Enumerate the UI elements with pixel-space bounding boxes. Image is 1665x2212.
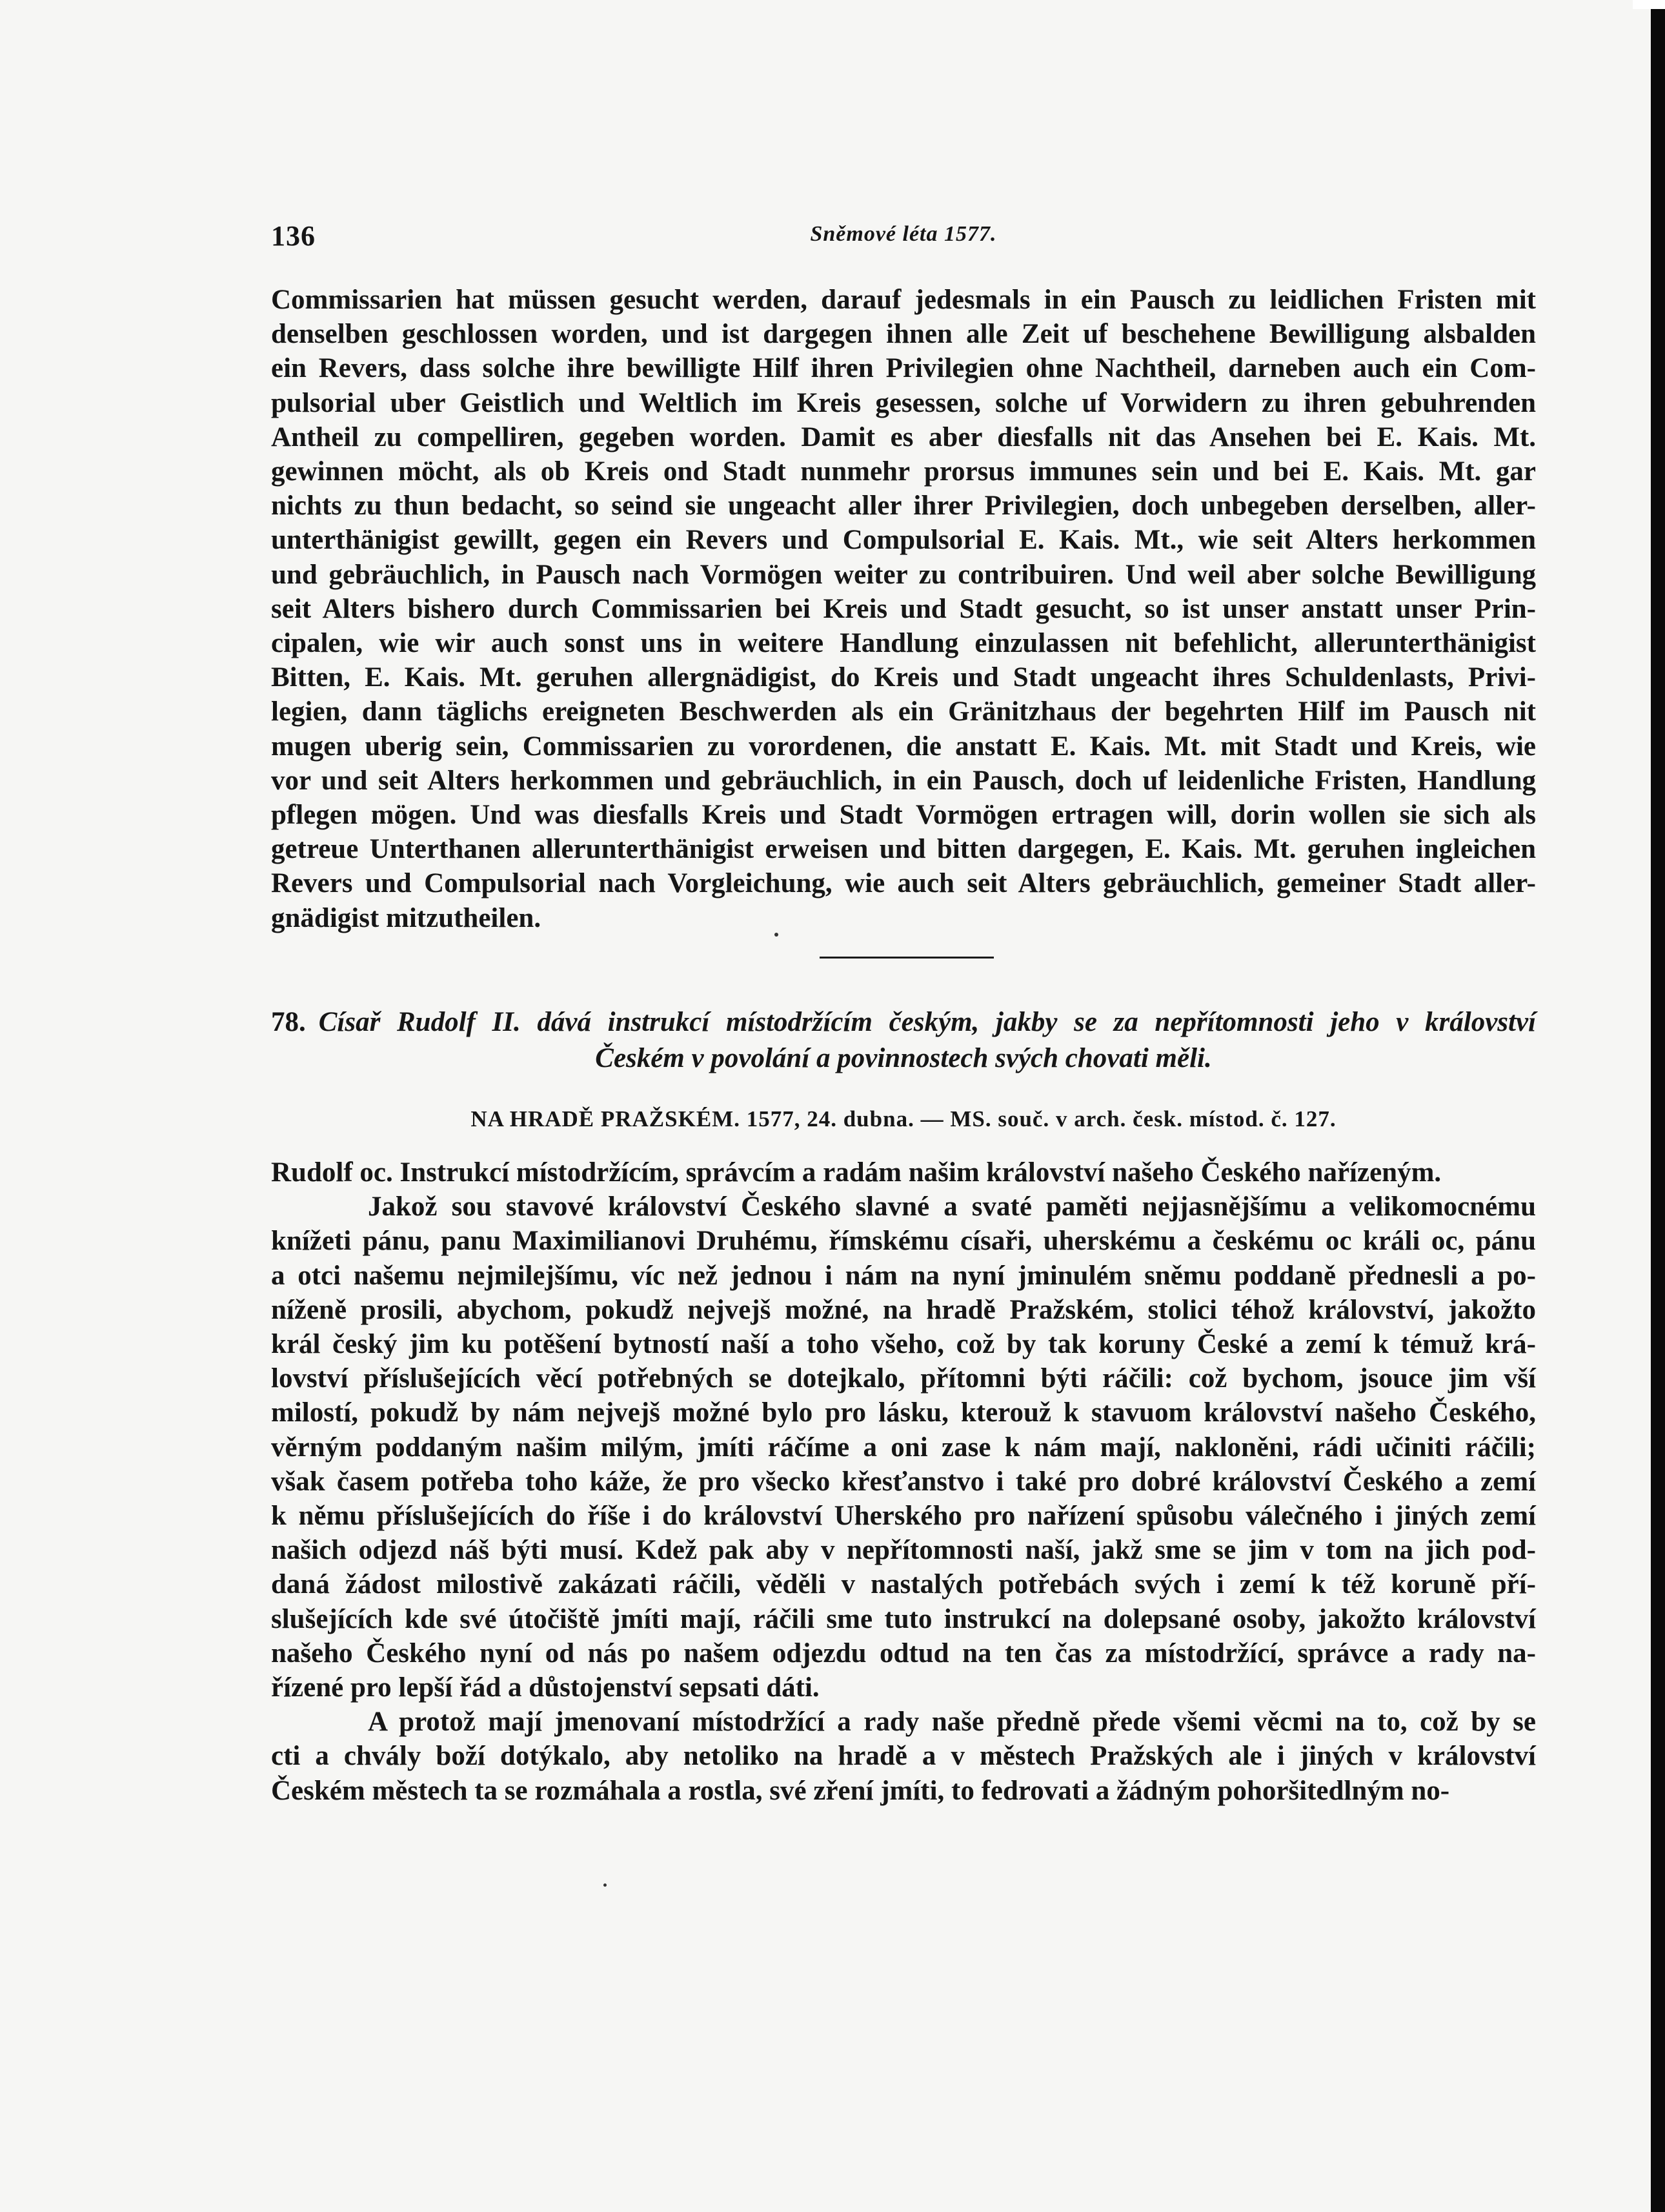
text-line: pflegen mögen. Und was diesfalls Kreis und Stadt Vormögen ertragen will, dorin wollen sie sich als [271,800,1536,831]
text-line: getreue Unterthanen allerunterthänigist erweisen und bitten dargegen, E. Kais. Mt. geruhen ingleichen [271,834,1536,865]
text-line: ein Revers, dass solche ihre bewilligte Hilf ihren Privilegien ohne Nachtheil, darneben auch ein Com- [271,353,1536,384]
text-line: Revers und Compulsorial nach Vorgleichung, wie auch seit Alters gebräuchlich, gemeiner Stadt aller- [271,868,1536,899]
text-line: nichts zu thun bedacht, so seind sie ungeacht aller ihrer Privilegien, doch unbegeben derselben, aller- [271,491,1536,522]
stray-ink-dot [603,1883,607,1887]
text-line: řízené pro lepší řád a důstojenství sepsati dáti. [271,1672,820,1703]
text-line: cti a chvály boží dotýkalo, aby netoliko na hradě a v městech Pražských ale i jiných v království [271,1741,1536,1772]
text-line: však časem potřeba toho káže, že pro všecko křesťanstvo i také pro dobré království Českého a zemí [271,1466,1536,1497]
text-line: Bitten, E. Kais. Mt. geruhen allergnädigist, do Kreis und Stadt ungeacht ihres Schuldenlasts, Privi- [271,662,1536,693]
text-line: našeho Českého nyní od nás po našem odjezdu odtud na ten čas za místodržící, správce a rady na- [271,1638,1536,1669]
text-line: legien, dann täglichs ereigneten Beschwerden als ein Gränitzhaus der begehrten Hilf im Pausch nit [271,696,1536,727]
text-line: lovství příslušejících věcí potřebných se dotejkalo, přítomni býti ráčili: což bychom, jsouce jim vší [271,1363,1536,1394]
text-line: und gebräuchlich, in Pausch nach Vormögen weiter zu contribuiren. Und weil aber solche Bewilligung [271,559,1536,590]
text-line: k němu příslušejících do říše i do království Uherského pro nařízení spůsobu válečného i jiných zemí [271,1501,1536,1532]
text-line: král český jim ku potěšení bytností naší a toho všeho, což by tak koruny České a zemí k témuž krá- [271,1329,1536,1360]
text-line: Rudolf oc. Instrukcí místodržícím, správcím a radám našim království našeho Českého nařízeným. [271,1157,1442,1188]
text-line: seit Alters bishero durch Commissarien bei Kreis und Stadt gesucht, so ist unser anstatt unser Prin- [271,593,1536,624]
german-paragraph [271,283,1536,935]
stray-ink-dot [774,933,778,937]
section-divider-rule [820,957,994,959]
text-line: A protož mají jmenovaní místodržící a rady naše předně přede všemi věcmi na to, což by se [368,1707,1536,1738]
text-line: unterthänigist gewillt, gegen ein Revers und Compulsorial E. Kais. Mt., wie seit Alters herkommen [271,525,1536,556]
document-heading-line-2: Českém v povolání a povinnostech svých chovati měli. [595,1043,1212,1073]
text-line: níženě prosili, abychom, pokudž nejvejš možné, na hradě Pražském, stolici téhož království, jakožto [271,1294,1536,1325]
text-line: mugen uberig sein, Commissarien zu vorordenen, die anstatt E. Kais. Mt. mit Stadt und Kreis, wie [271,731,1536,762]
document-heading-text-1: Císař Rudolf II. dává instrukcí místodržícím českým, jakby se za nepřítomnosti jeho v království [318,1007,1536,1037]
text-line: a otci našemu nejmilejšímu, víc než jednou i nám na nyní jminulém sněmu poddaně přednesli a po- [271,1260,1536,1291]
text-line: Českém městech ta se rozmáhala a rostla, své zření jmíti, to fedrovati a žádným pohoršitedlným no- [271,1775,1450,1806]
document-number: 78. [271,1007,306,1037]
document-heading-line-1 [271,1004,1536,1040]
text-line: daná žádost milostivě zakázati ráčili, věděli v nastalých potřebách svých i zemí k též koruně pří- [271,1569,1536,1600]
text-line: věrným poddaným našim milým, jmíti ráčíme a oni zase k nám mají, nakloněni, rádi učiniti ráčili; [271,1432,1536,1463]
scan-edge-corner [1633,0,1665,9]
text-line: slušejících kde své útočiště jmíti mají, ráčili sme tuto instrukcí na dolepsané osoby, jakožto království [271,1603,1536,1634]
running-head [271,219,1536,258]
text-line: Antheil zu compelliren, gegeben worden. Damit es aber diesfalls nit das Ansehen bei E. Kais. Mt. [271,421,1536,452]
text-line: gewinnen möcht, als ob Kreis ond Stadt nunmehr prorsus immunes sein und bei E. Kais. Mt. gar [271,456,1536,487]
text-line: knížeti pánu, panu Maximilianovi Druhému, římskému císaři, uherskému a českému oc králi oc, pánu [271,1226,1536,1257]
text-line: milostí, pokudž by nám nejvejš možné bylo pro lásku, kterouž k stavuom království našeho Českého, [271,1397,1536,1428]
text-line: denselben geschlossen worden, und ist dargegen ihnen alle Zeit uf beschehene Bewilligung alsbalden [271,319,1536,350]
running-title: Sněmové léta 1577. [810,222,997,246]
scan-edge-shadow [1651,9,1665,2212]
text-line: pulsorial uber Geistlich und Weltlich im Kreis gesessen, solche uf Vorwidern zu ihren gebuhrenden [271,387,1536,418]
page-number: 136 [271,220,316,252]
czech-text [271,1155,1536,1808]
text-line: vor und seit Alters herkommen und gebräuchlich, in ein Pausch, doch uf leidenliche Fristen, Handlung [271,765,1536,796]
text-line: gnädigist mitzutheilen. [271,902,541,933]
text-line: Jakož sou stavové království Českého slavné a svaté paměti nejjasnějšímu a velikomocnému [368,1192,1536,1223]
document-heading [271,1004,1536,1077]
text-line: našich odjezd náš býti musí. Kdež pak aby v nepřítomnosti naší, jakž sme se jim v tom na jich pod- [271,1535,1536,1566]
text-line: cipalen, wie wir auch sonst uns in weitere Handlung einzulassen nit befehlicht, allerunterthänigist [271,628,1536,659]
text-line: Commissarien hat müssen gesucht werden, darauf jedesmals in ein Pausch zu leidlichen Fristen mit [271,285,1536,315]
source-citation: NA HRADĚ PRAŽSKÉM. 1577, 24. dubna. — MS. souč. v arch. česk. místod. č. 127. [470,1106,1337,1131]
